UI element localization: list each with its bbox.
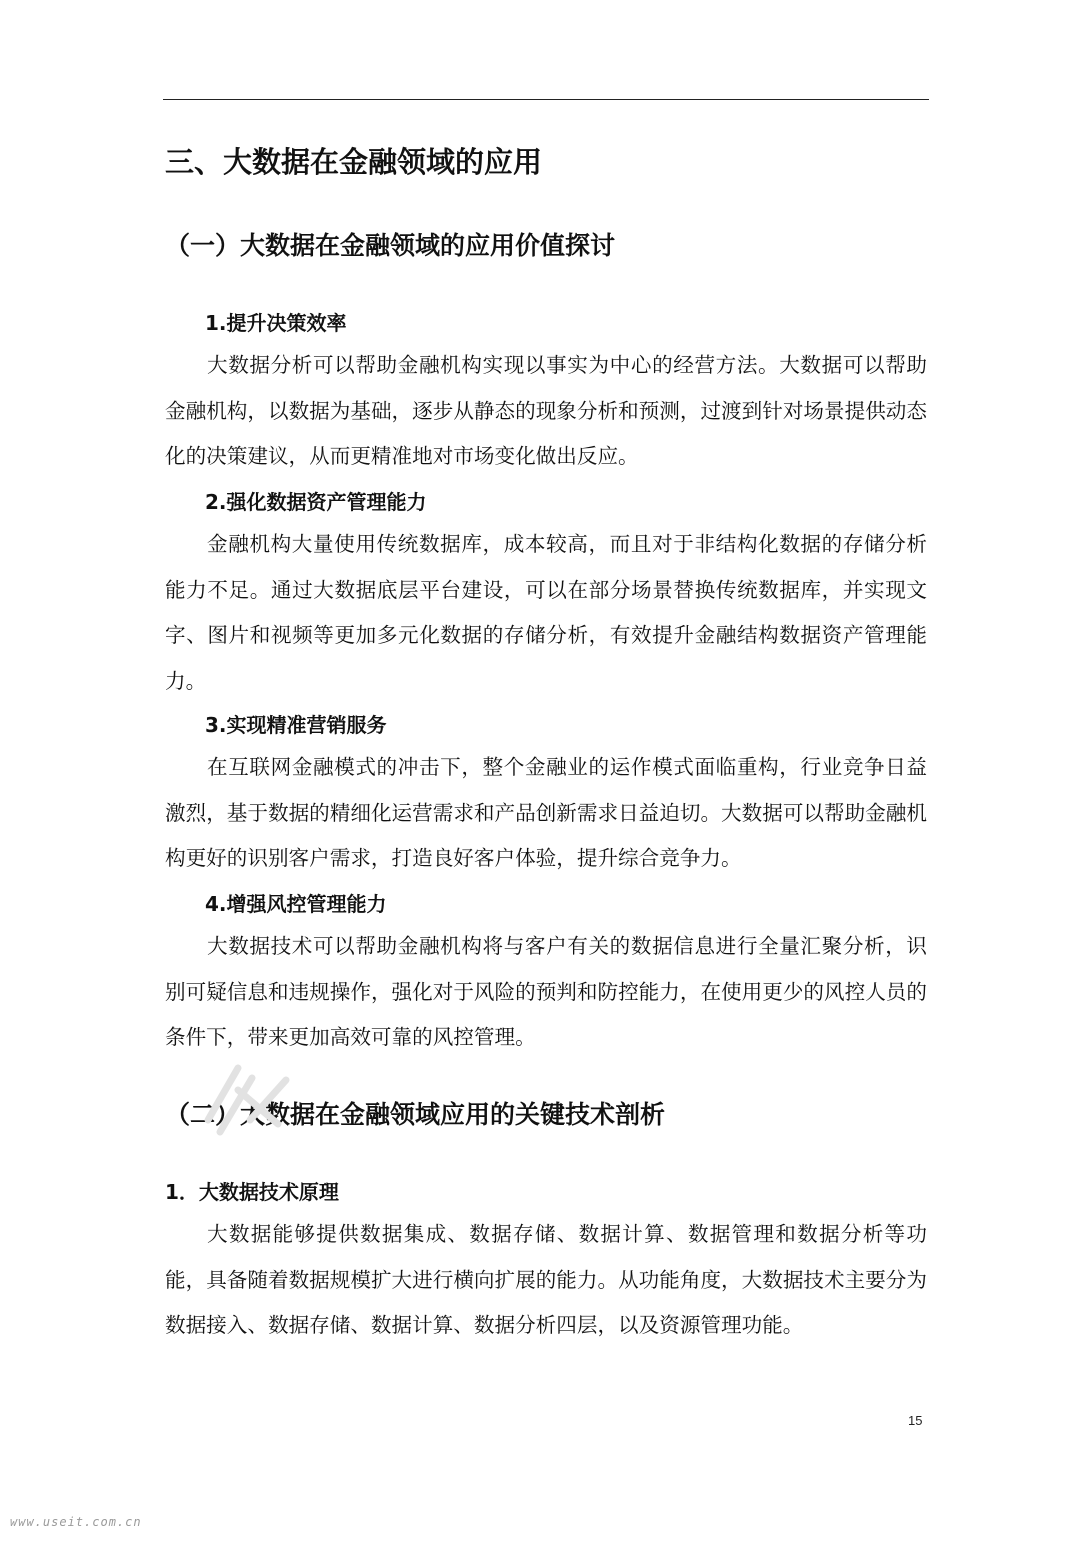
section-title: 三、大数据在金融领域的应用 [165,145,543,179]
header-rule [163,99,929,100]
subsection-title-1: （一）大数据在金融领域的应用价值探讨 [165,231,616,260]
item-paragraph-5: 大数据能够提供数据集成、数据存储、数据计算、数据管理和数据分析等功能，具备随着数据规模扩大进行横向扩展的能力。从功能角度，大数据技术主要分为数据接入、数据存储、数据计算、数据分析四层，以及资源管理功能。 [165,1222,927,1337]
item-paragraph-1: 大数据分析可以帮助金融机构实现以事实为中心的经营方法。大数据可以帮助金融机构，以数据为基础，逐步从静态的现象分析和预测，过渡到针对场景提供动态化的决策建议，从而更精准地对市场变化做出反应。 [165,353,927,468]
subsection-title-2: （二）大数据在金融领域应用的关键技术剖析 [165,1100,666,1129]
item-paragraph-2: 金融机构大量使用传统数据库，成本较高，而且对于非结构化数据的存储分析能力不足。通过大数据底层平台建设，可以在部分场景替换传统数据库，并实现文字、图片和视频等更加多元化数据的存储分析，有效提升金融结构数据资产管理能力。 [165,532,927,693]
item-paragraph-4: 大数据技术可以帮助金融机构将与客户有关的数据信息进行全量汇聚分析，识别可疑信息和违规操作，强化对于风险的预判和防控能力，在使用更少的风控人员的条件下，带来更加高效可靠的风控管理。 [165,934,927,1049]
watermark-url: www.useit.com.cn [10,1515,142,1529]
item-heading-2: 2.强化数据资产管理能力 [205,490,427,514]
item-heading-5: 1．大数据技术原理 [165,1180,339,1204]
page-number: 15 [908,1413,923,1428]
item-heading-3: 3.实现精准营销服务 [205,713,387,737]
watermark-logo [190,1050,310,1140]
item-heading-1: 1.提升决策效率 [205,311,347,335]
item-paragraph-3: 在互联网金融模式的冲击下，整个金融业的运作模式面临重构，行业竞争日益激烈，基于数据的精细化运营需求和产品创新需求日益迫切。大数据可以帮助金融机构更好的识别客户需求，打造良好客户体验，提升综合竞争力。 [165,755,927,870]
item-heading-4: 4.增强风控管理能力 [205,892,387,916]
